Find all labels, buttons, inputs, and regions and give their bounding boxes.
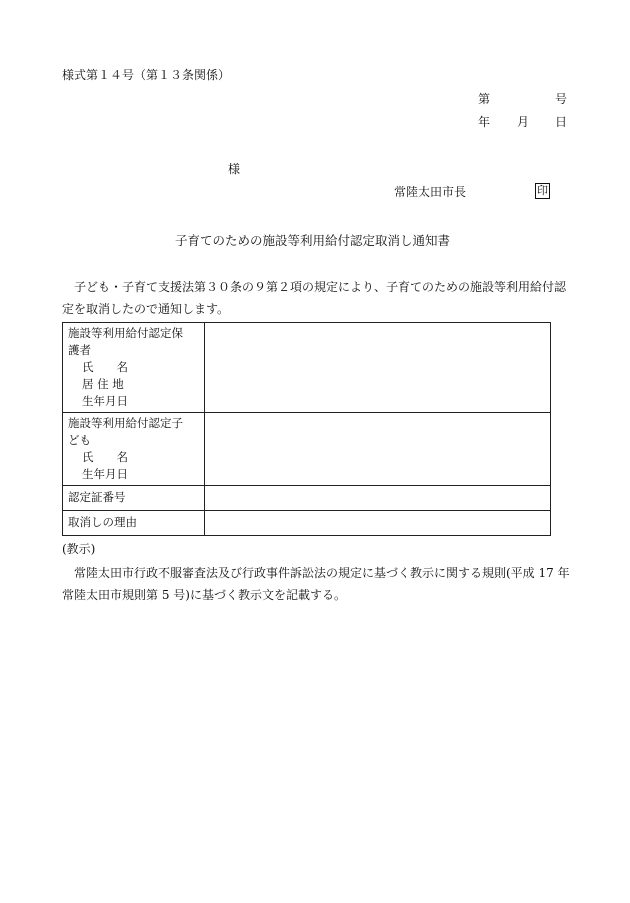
certificate-number-label: 認定証番号 [63, 486, 205, 511]
issuer-name: 常陸太田市長 [394, 185, 467, 199]
date-day: 日 [555, 115, 568, 129]
guardian-address-label: 居 住 地 [82, 377, 124, 391]
form-number: 様式第１４号（第１３条関係） [62, 68, 231, 82]
guardian-heading-line2: 護者 [68, 343, 91, 357]
child-row [63, 413, 551, 486]
notice-text: 常陸太田市行政不服審査法及び行政事件訴訟法の規定に基づく教示に関する規則(平成 17 年常陸太田市規則第 5 号)に基づく教示文を記載する。 [62, 566, 570, 602]
information-table [62, 322, 551, 536]
cancellation-reason-row [63, 511, 551, 536]
child-heading-line2: ども [68, 433, 91, 447]
recipient-honorific: 様 [228, 162, 241, 176]
child-heading-line1: 施設等利用給付認定子 [68, 416, 183, 430]
document-number-suffix: 号 [555, 92, 568, 106]
child-name-label: 氏 名 [82, 450, 128, 464]
guardian-label-cell [63, 323, 205, 413]
date-year: 年 [478, 115, 491, 129]
child-value-cell[interactable] [205, 413, 551, 486]
guardian-name-label: 氏 名 [82, 360, 128, 374]
certificate-number-value-cell[interactable] [205, 486, 551, 511]
body-paragraph [62, 276, 572, 320]
document-title: 子育てのための施設等利用給付認定取消し通知書 [175, 233, 451, 248]
child-birthdate-label: 生年月日 [82, 467, 128, 481]
child-label-cell [63, 413, 205, 486]
seal-stamp-box: 印 [537, 184, 548, 197]
guardian-value-cell[interactable] [205, 323, 551, 413]
document-number-prefix: 第 [478, 92, 491, 106]
certificate-number-row [63, 486, 551, 511]
guardian-heading-line1: 施設等利用給付認定保 [68, 326, 183, 340]
guardian-birthdate-label: 生年月日 [82, 394, 128, 408]
date-month: 月 [517, 115, 530, 129]
guardian-row [63, 323, 551, 413]
cancellation-reason-value-cell[interactable] [205, 511, 551, 536]
notice-paragraph [62, 562, 572, 606]
body-text: 子ども・子育て支援法第３０条の９第２項の規定により、子育てのための施設等利用給付認定を取消したので通知します。 [62, 280, 567, 316]
cancellation-reason-label: 取消しの理由 [63, 511, 205, 536]
notice-heading: (教示) [62, 542, 96, 556]
